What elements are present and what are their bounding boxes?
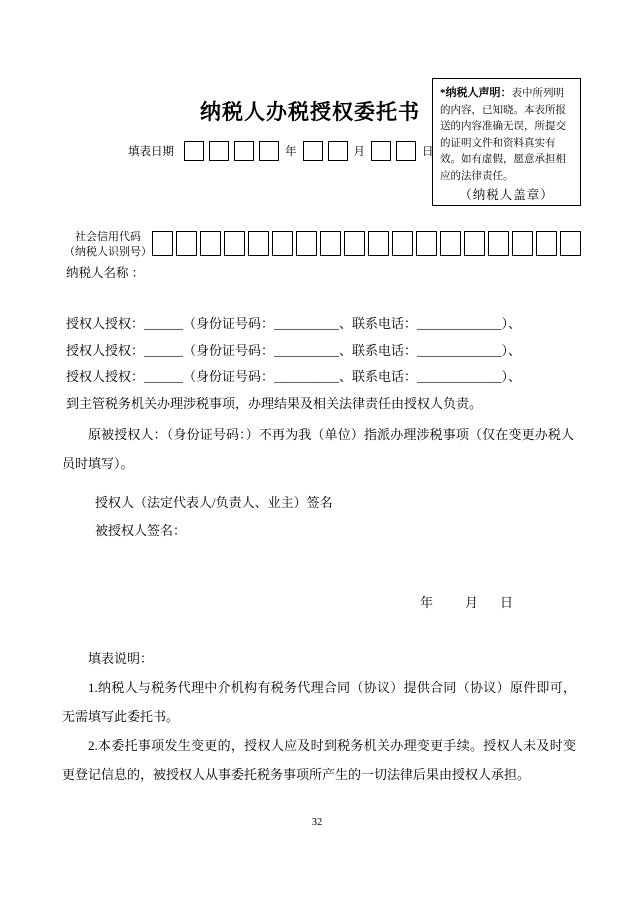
- authorization-line: 授权人授权：______（身份证号码：__________、联系电话：_____________）、: [66, 316, 522, 331]
- form-box: [176, 231, 197, 256]
- date-month-label: 月: [465, 595, 479, 610]
- declaration-body: 表中所列明的内容，已知晓。本表所报送的内容准确无误，所提交的证明文件和资料真实有效。如有虚假，愿意承担相应的法律责任。: [440, 88, 566, 182]
- form-box: [272, 231, 293, 256]
- form-box: [368, 231, 389, 256]
- page-title: 纳税人办税授权委托书: [200, 100, 420, 124]
- credit-code-label-line1: 社会信用代码: [75, 231, 141, 243]
- credit-code-boxes: [152, 231, 584, 256]
- credit-code-label-line2: （纳税人识别号）: [64, 246, 152, 258]
- form-box: [328, 141, 348, 161]
- form-box: [371, 141, 391, 161]
- taxpayer-seal-line: （纳税人盖章）: [459, 188, 554, 202]
- form-box: [209, 141, 229, 161]
- year-unit-label: 年: [285, 146, 297, 158]
- fill-date-year-boxes: [184, 142, 284, 159]
- month-unit-label: 月: [353, 146, 365, 158]
- signature-date-line: [420, 592, 513, 611]
- day-unit-label: 日: [422, 146, 434, 158]
- instruction-item-2: 2.本委托事项发生变更的，授权人应及时到税务机关办理变更手续。授权人未及时变更登记信息的，被授权人从事委托税务事项所产生的一切法律后果由授权人承担。: [62, 738, 576, 782]
- date-day-label: 日: [500, 595, 514, 610]
- form-box: [259, 141, 279, 161]
- authorization-line: 授权人授权：______（身份证号码：__________、联系电话：_____________）、: [66, 342, 522, 358]
- authorizer-signature-label: 授权人（法定代表人/负责人、业主）签名: [95, 495, 333, 510]
- date-year-label: 年: [420, 595, 434, 610]
- authorization-line: 授权人授权：______（身份证号码：__________、联系电话：_____________）、: [66, 369, 522, 384]
- form-box: [224, 231, 245, 256]
- form-box: [303, 141, 323, 161]
- page-number: 32: [311, 817, 323, 828]
- form-box: [200, 231, 221, 256]
- instructions-heading: 填表说明：: [88, 651, 154, 666]
- form-box: [184, 141, 204, 161]
- form-box: [536, 231, 557, 256]
- form-box: [248, 231, 269, 256]
- fill-date-month-boxes: [303, 142, 353, 159]
- authorized-signature-label: 被授权人签名：: [95, 523, 187, 538]
- form-box: [396, 141, 416, 161]
- instructions-section: [62, 644, 576, 789]
- form-box: [416, 231, 437, 256]
- authorization-note: 到主管税务机关办理涉税事项，办理结果及相关法律责任由授权人负责。: [66, 395, 483, 411]
- form-box: [152, 231, 173, 256]
- form-box: [440, 231, 461, 256]
- form-box: [296, 231, 317, 256]
- form-box: [464, 231, 485, 256]
- form-box: [560, 231, 581, 256]
- credit-code-label: [60, 230, 156, 260]
- fill-date-day-boxes: [371, 142, 421, 159]
- form-box: [392, 231, 413, 256]
- revoke-paragraph: 原被授权人：（身份证号码：）不再为我（单位）指派办理涉税事项（仅在变更办税人员时填写）。: [62, 427, 574, 471]
- taxpayer-name-label: 纳税人名称 ：: [66, 266, 145, 280]
- authorization-section: [66, 311, 586, 417]
- taxpayer-declaration-box: [432, 78, 581, 206]
- form-box: [488, 231, 509, 256]
- form-box: [344, 231, 365, 256]
- declaration-label: *纳税人声明：: [440, 87, 512, 99]
- fill-date-label: 填表日期: [128, 146, 174, 158]
- instruction-item-1: 1.纳税人与税务代理中介机构有税务代理合同（协议）提供合同（协议）原件即可，无需填写此委托书。: [62, 680, 576, 724]
- form-box: [234, 141, 254, 161]
- form-box: [320, 231, 341, 256]
- fill-date-row: [128, 141, 440, 161]
- form-box: [512, 231, 533, 256]
